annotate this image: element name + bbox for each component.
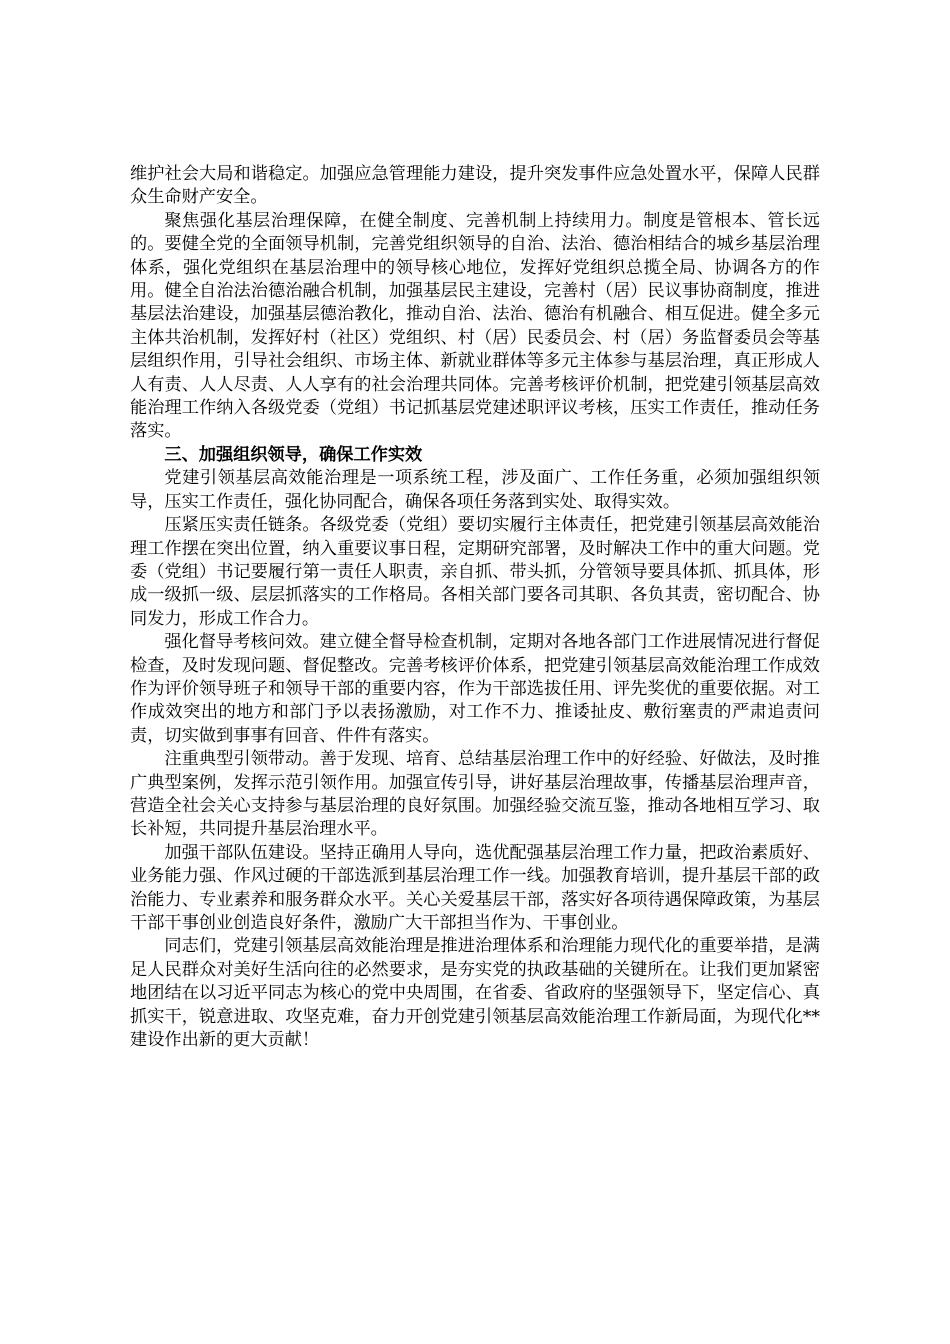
paragraph-governance-guarantee: 聚焦强化基层治理保障，在健全制度、完善机制上持续用力。制度是管根本、管长远的。要健全党的全面领导机制，完善党组织领导的自治、法治、德治相结合的城乡基层治理体系，强化党组织在基层治理中的领导核心地位，发挥好党组织总揽全局、协调各方的作用。健全自治法治德治融合机制，加强基层民主建设，完善村（居）民议事协商制度，推进基层法治建设，加强基层德治教化，推动自治、法治、德治有机融合、相互促进。健全多元主体共治机制，发挥好村（社区）党组织、村（居）民委员会、村（居）务监督委员会等基层组织作用，引导社会组织、市场主体、新就业群体等多元主体参与基层治理，真正形成人人有责、人人尽责、人人享有的社会治理共同体。完善考核评价机制，把党建引领基层高效能治理工作纳入各级党委（党组）书记抓基层党建述职评议考核，压实工作责任，推动任务落实。: [130, 210, 820, 442]
document-page: [130, 163, 820, 1052]
paragraph-cadre-team: 加强干部队伍建设。坚持正确用人导向，选优配强基层治理工作力量，把政治素质好、业务能力强、作风过硬的干部选派到基层治理工作一线。加强教育培训，提升基层干部的政治能力、专业素养和服务群众水平。关心关爱基层干部，落实好各项待遇保障政策，为基层干部干事创业创造良好条件，激励广大干部担当作为、干事创业。: [130, 842, 820, 933]
paragraph-supervision-assessment: 强化督导考核问效。建立健全督导检查机制，定期对各地各部门工作进展情况进行督促检查，及时发现问题、督促整改。完善考核评价体系，把党建引领基层高效能治理工作成效作为评价领导班子和领导干部的重要内容，作为干部选拔任用、评先奖优的重要依据。对工作成效突出的地方和部门予以表扬激励，对工作不力、推诿扯皮、敷衍塞责的严肃追责问责，切实做到事事有回音、件件有落实。: [130, 632, 820, 746]
paragraph-typical-examples: 注重典型引领带动。善于发现、培育、总结基层治理工作中的好经验、好做法，及时推广典型案例，发挥示范引领作用。加强宣传引导，讲好基层治理故事，传播基层治理声音，营造全社会关心支持参与基层治理的良好氛围。加强经验交流互鉴，推动各地相互学习、取长补短，共同提升基层治理水平。: [130, 749, 820, 840]
paragraph-continuation: 维护社会大局和谐稳定。加强应急管理能力建设，提升突发事件应急处置水平，保障人民群众生命财产安全。: [130, 164, 820, 208]
paragraph-responsibility-chain: 压紧压实责任链条。各级党委（党组）要切实履行主体责任，把党建引领基层高效能治理工作摆在突出位置，纳入重要议事日程，定期研究部署，及时解决工作中的重大问题。党委（党组）书记要履行第一责任人职责，亲自抓、带头抓，分管领导要具体抓、抓具体，形成一级抓一级、层层抓落实的工作格局。各相关部门要各司其职、各负其责，密切配合、协同发力，形成工作合力。: [130, 515, 820, 629]
paragraph-closing: 同志们，党建引领基层高效能治理是推进治理体系和治理能力现代化的重要举措，是满足人民群众对美好生活向往的必然要求，是夯实党的执政基础的关键所在。让我们更加紧密地团结在以习近平同志为核心的党中央周围，在省委、省政府的坚强领导下，坚定信心、真抓实干，锐意进取、攻坚克难，奋力开创党建引领基层高效能治理工作新局面，为现代化**建设作出新的更大贡献！: [130, 936, 820, 1051]
section-heading-3: 三、加强组织领导，确保工作实效: [164, 444, 423, 465]
paragraph-section-intro: 党建引领基层高效能治理是一项系统工程，涉及面广、工作任务重，必须加强组织领导，压实工作责任，强化协同配合，确保各项任务落到实处、取得实效。: [130, 468, 820, 512]
